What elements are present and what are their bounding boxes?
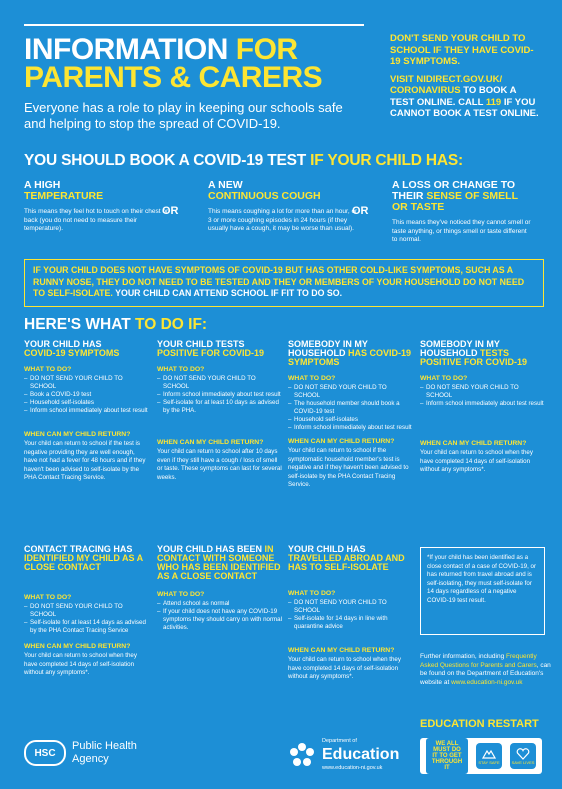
action-item: – Self-isolate for 14 days in line with quarantine advice xyxy=(288,615,413,631)
action-item: – If your child does not have any COVID-19 symptoms they should carry on with normal activities. xyxy=(157,608,282,632)
what-to-do-label: WHAT TO DO? xyxy=(420,375,468,382)
hsc-name-line: Public Health xyxy=(72,740,137,752)
scenario-title-white: SOMEBODY IN MY HOUSEHOLD xyxy=(420,339,500,358)
stay-safe-icon xyxy=(476,743,502,769)
scenario-title xyxy=(157,545,282,581)
when-return-label: WHEN CAN MY CHILD RETURN? xyxy=(24,431,131,438)
cold-symptoms-alert xyxy=(24,259,544,307)
book-test-heading-white: YOU SHOULD BOOK A COVID-19 TEST xyxy=(24,152,311,169)
return-text: Your child can return to school if the test is negative providing they are well enough, have not had a fever for 48 hours and if they haven't been advised to self-isolate by the PHA Contact Tracing Service. xyxy=(24,440,146,481)
book-test-heading-yellow: IF YOUR CHILD HAS: xyxy=(310,152,463,169)
symptom-title xyxy=(208,180,358,202)
action-item: – DO NOT SEND YOUR CHILD TO SCHOOL xyxy=(24,603,149,619)
scenario-title-white: YOUR CHILD HAS BEEN xyxy=(157,544,263,554)
intro-text: Everyone has a role to play in keeping our schools safe and helping to stop the spread of COVID-19. xyxy=(24,100,343,131)
action-item: – Attend school as normal xyxy=(157,600,282,608)
further-text: Further information, including xyxy=(420,653,506,660)
side-visit-number: 119 xyxy=(485,96,502,108)
hsc-logo xyxy=(24,740,137,766)
scenario-title-yellow: TESTS POSITIVE FOR COVID-19 xyxy=(420,348,528,367)
faq-link[interactable]: Frequently Asked Questions for Parents and Carers xyxy=(420,653,537,669)
side-info xyxy=(390,33,540,126)
symptom-title-yellow: TEMPERATURE xyxy=(24,190,104,202)
action-item: – Inform school immediately about test result xyxy=(157,391,282,399)
scenario-title xyxy=(157,340,282,358)
scenario-close-contact xyxy=(24,545,149,678)
scenario-title-yellow: IDENTIFIED MY CHILD AS A CLOSE CONTACT xyxy=(24,553,143,572)
scenario-title-yellow: TRAVELLED ABROAD AND HAS TO SELF-ISOLATE xyxy=(288,553,405,572)
action-item: – Inform school immediately about test result xyxy=(24,407,149,415)
action-item: – Self-isolate for at least 10 days as advised by the PHA. xyxy=(157,399,282,415)
when-return-label: WHEN CAN MY CHILD RETURN? xyxy=(157,439,264,446)
stay-safe-label: STAY SAFE xyxy=(478,759,500,765)
hands-icon xyxy=(482,748,496,760)
action-list xyxy=(288,599,413,631)
action-item: – DO NOT SEND YOUR CHILD TO SCHOOL xyxy=(288,384,413,400)
restart-pill: WE ALL MUST DO IT TO GET THROUGH IT xyxy=(426,738,468,774)
action-item: – Inform school immediately about test result xyxy=(288,424,413,432)
symptom-title-yellow: CONTINUOUS COUGH xyxy=(208,190,321,202)
return-text: Your child can return to school when they have completed 14 days of self-isolation without any symptoms*. xyxy=(288,656,401,680)
action-item: – DO NOT SEND YOUR CHILD TO SCHOOL xyxy=(24,375,149,391)
doe-url: www.education-ni.gov.uk xyxy=(322,765,383,771)
what-to-do-label: WHAT TO DO? xyxy=(288,590,336,597)
symptom-cough xyxy=(208,180,358,234)
flower-emblem-icon xyxy=(288,741,316,769)
action-list xyxy=(24,375,149,415)
symptom-smell-taste xyxy=(392,180,532,245)
scenario-child-symptoms xyxy=(24,340,149,483)
alert-text-white: YOUR CHILD CAN ATTEND SCHOOL IF FIT TO DO SO. xyxy=(112,288,343,298)
save-lives-label: SAVE LIVES xyxy=(511,759,535,765)
side-visit-text-end: IF YOU CANNOT BOOK A TEST ONLINE. xyxy=(390,96,539,119)
education-restart-badge xyxy=(420,738,542,774)
hsc-name xyxy=(72,740,137,766)
scenario-title-white: YOUR CHILD TESTS xyxy=(157,339,245,349)
title-part-yellow: FOR xyxy=(235,33,298,66)
scenario-household-symptoms xyxy=(288,340,413,490)
action-list xyxy=(157,600,282,632)
when-return-label: WHEN CAN MY CHILD RETURN? xyxy=(420,440,527,447)
action-item: – DO NOT SEND YOUR CHILD TO SCHOOL xyxy=(420,384,545,400)
scenario-travelled-abroad xyxy=(288,545,413,682)
action-item: – Inform school immediately about test result xyxy=(420,400,545,408)
website-link[interactable]: www.education-ni.gov.uk xyxy=(451,678,523,686)
page-title xyxy=(24,33,364,94)
further-info xyxy=(420,653,555,687)
action-item: – The household member should book a COVID-19 test xyxy=(288,400,413,416)
department-of-education-logo xyxy=(288,735,399,774)
symptom-desc: This means they feel hot to touch on their chest or back (you do not need to measure their temperature). xyxy=(24,208,169,232)
scenario-household-positive xyxy=(420,340,545,475)
scenario-title xyxy=(24,340,149,358)
return-text: Your child can return to school after 10 days even if they still have a cough / loss of smell or taste. These symptoms can last for several weeks. xyxy=(157,448,282,481)
scenario-title-white: CONTACT TRACING HAS xyxy=(24,544,133,554)
side-warning: DON'T SEND YOUR CHILD TO SCHOOL IF THEY HAVE COVID-19 SYMPTOMS. xyxy=(390,33,534,67)
hsc-badge: HSC xyxy=(24,740,66,766)
action-list xyxy=(157,375,282,415)
return-text: Your child can return to school when they have completed 14 days of self-isolation without any symptoms*. xyxy=(420,449,533,473)
action-item: – DO NOT SEND YOUR CHILD TO SCHOOL xyxy=(288,599,413,615)
scenario-title-yellow: IN CONTACT WITH SOMEONE WHO HAS BEEN IDENTIFIED AS A CLOSE CONTACT xyxy=(157,544,281,581)
symptom-title-white: A HIGH xyxy=(24,179,61,191)
what-to-do-label: WHAT TO DO? xyxy=(24,594,72,601)
scenario-title xyxy=(288,545,413,572)
title-part-white: INFORMATION xyxy=(24,33,236,66)
side-visit-url: VISIT NIDIRECT.GOV.UK/ CORONAVIRUS xyxy=(390,73,503,96)
symptom-title-yellow: SENSE OF SMELL OR TASTE xyxy=(392,190,518,213)
action-item: – Book a COVID-19 test xyxy=(24,391,149,399)
scenario-child-positive xyxy=(157,340,282,482)
doe-name xyxy=(322,735,399,774)
title-line-2: PARENTS & CARERS xyxy=(24,61,323,94)
todo-heading-yellow: TO DO IF: xyxy=(135,316,208,333)
action-list xyxy=(288,384,413,432)
what-to-do-label: WHAT TO DO? xyxy=(288,375,336,382)
scenario-contact-of-contact xyxy=(157,545,282,632)
scenario-title-yellow: COVID-19 SYMPTOMS xyxy=(24,348,120,358)
scenario-title-yellow: HAS COVID-19 SYMPTOMS xyxy=(288,348,412,367)
or-label: OR xyxy=(162,205,179,217)
action-item: – Household self-isolates xyxy=(288,416,413,424)
heart-icon xyxy=(516,748,530,760)
alert-text-yellow: IF YOUR CHILD DOES NOT HAVE SYMPTOMS OF COVID-19 BUT HAS OTHER COLD-LIKE SYMPTOMS, SUCH AS A RUNNY NOSE, THEY DO NOT NEED TO BE TESTED AND THEY OR MEMBERS OF YOUR HOUSEHOLD DO NOT NEED TO SELF-ISOLATE. xyxy=(33,265,525,298)
further-text: , can be found on the Department of Education's website at xyxy=(420,661,551,686)
symptom-title-white: A LOSS OR CHANGE TO THEIR xyxy=(392,179,516,202)
todo-heading xyxy=(24,316,207,334)
education-restart-label: EDUCATION RESTART xyxy=(420,718,539,730)
todo-heading-white: HERE'S WHAT xyxy=(24,316,136,333)
action-item: – Self-isolate for at least 14 days as advised by the PHA Contact Tracing Service xyxy=(24,619,149,635)
side-visit-text: TO BOOK A TEST ONLINE. CALL xyxy=(390,85,517,108)
save-lives-icon xyxy=(510,743,536,769)
when-return-label: WHEN CAN MY CHILD RETURN? xyxy=(288,438,395,445)
symptom-temperature xyxy=(24,180,174,234)
symptom-desc: This means they've noticed they cannot smell or taste anything, or things smell or taste different to normal. xyxy=(392,219,531,243)
scenario-title-white: YOUR CHILD HAS xyxy=(288,544,366,554)
scenario-title xyxy=(288,340,413,367)
symptom-desc: This means coughing a lot for more than an hour, or 3 or more coughing episodes in 24 hours (if they usually have a cough, it may be worse than usual). xyxy=(208,208,358,232)
scenario-title-yellow: POSITIVE FOR COVID-19 xyxy=(157,348,265,358)
action-item: – DO NOT SEND YOUR CHILD TO SCHOOL xyxy=(157,375,282,391)
what-to-do-label: WHAT TO DO? xyxy=(157,591,205,598)
side-visit xyxy=(390,74,540,120)
action-list xyxy=(420,384,545,408)
symptom-title xyxy=(24,180,174,202)
hsc-name-line: Agency xyxy=(72,753,109,765)
scenario-title-white: YOUR CHILD HAS xyxy=(24,339,102,349)
book-test-heading xyxy=(24,152,544,170)
close-contact-note: *If your child has been identified as a close contact of a case of COVID-19, or has returned from travel abroad and is self-isolating, they must self-isolate for 14 days regardless of a negative COVID-19 test result. xyxy=(420,547,545,635)
scenario-title xyxy=(420,340,545,367)
what-to-do-label: WHAT TO DO? xyxy=(24,366,72,373)
action-item: – Household self-isolates xyxy=(24,399,149,407)
action-list xyxy=(24,603,149,635)
scenario-title-white: SOMEBODY IN MY HOUSEHOLD xyxy=(288,339,368,358)
return-text: Your child can return to school if the symptomatic household member's test is negative and if they haven't been advised to self-isolate by the PHA Contact Tracing Service. xyxy=(288,447,409,488)
symptom-title-white: A NEW xyxy=(208,179,243,191)
scenario-title xyxy=(24,545,149,572)
title-rule xyxy=(24,24,364,26)
doe-small-text: Department of xyxy=(322,738,357,744)
or-label: OR xyxy=(352,205,369,217)
when-return-label: WHEN CAN MY CHILD RETURN? xyxy=(24,643,131,650)
what-to-do-label: WHAT TO DO? xyxy=(157,366,205,373)
when-return-label: WHEN CAN MY CHILD RETURN? xyxy=(288,647,395,654)
doe-big-text: Education xyxy=(322,746,400,763)
symptom-title xyxy=(392,180,532,213)
return-text: Your child can return to school when they have completed 14 days of self-isolation without any symptoms*. xyxy=(24,652,137,676)
